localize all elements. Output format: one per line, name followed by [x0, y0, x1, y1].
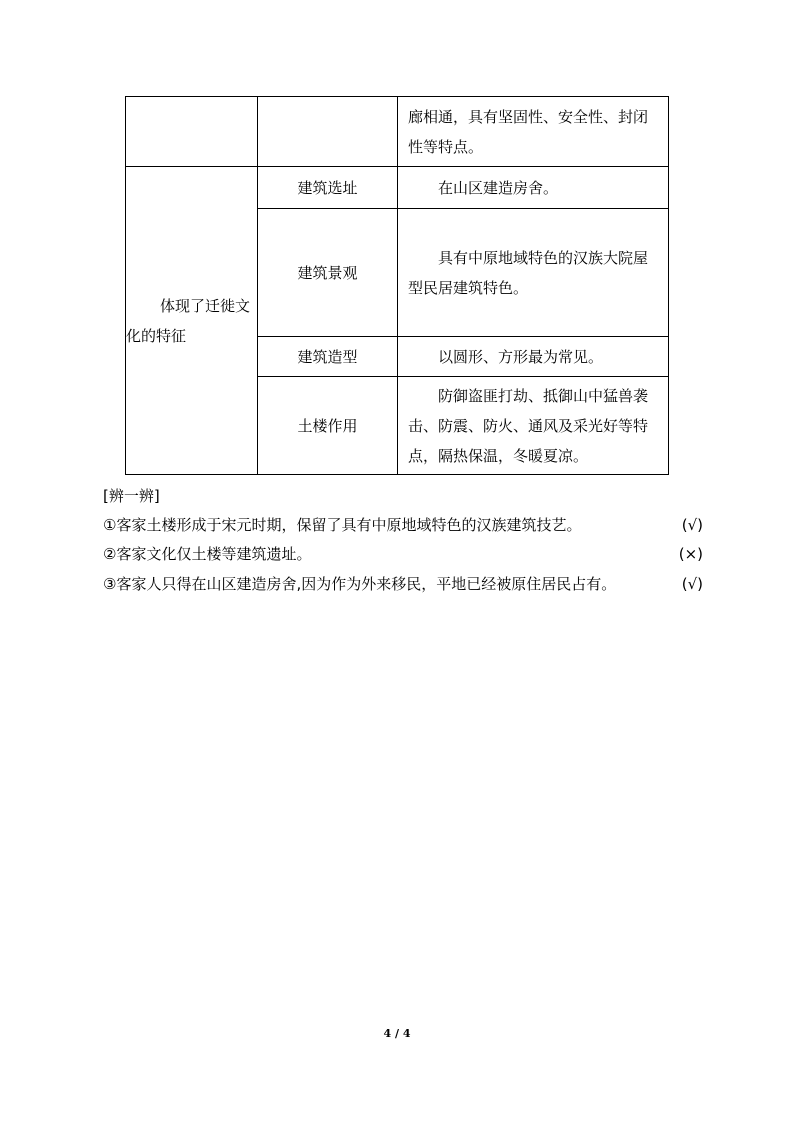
judge-answer: (×)	[678, 545, 703, 563]
page-number: 4 / 4	[383, 1027, 411, 1040]
table-cell-desc	[398, 97, 669, 167]
row-label: 建筑景观	[258, 209, 398, 337]
row-label: 建筑造型	[258, 337, 398, 377]
judge-answer: (√)	[681, 575, 703, 593]
table-cell-desc	[398, 337, 669, 377]
cell-text: 以圆形、方形最为常见。	[438, 347, 604, 366]
table-cell	[258, 97, 398, 167]
judge-answer: (√)	[681, 516, 703, 534]
cell-text: 具有中原地域特色的汉族大院屋型民居建筑特色。	[408, 248, 649, 297]
row-label: 土楼作用	[258, 377, 398, 475]
cell-text: 廊相通，具有坚固性、安全性、封闭性等特点。	[408, 107, 649, 156]
judge-heading: [辨一辨]	[103, 487, 160, 505]
feature-table	[125, 96, 669, 475]
category-cell	[126, 167, 258, 475]
table-cell-desc	[398, 209, 669, 337]
category-text: 体现了迁徙文化的特征	[126, 296, 251, 345]
cell-text: 在山区建造房舍。	[438, 178, 559, 197]
table-row	[126, 97, 669, 167]
row-label: 建筑选址	[258, 167, 398, 209]
table-cell-desc	[398, 167, 669, 209]
table-cell	[126, 97, 258, 167]
table-row	[126, 167, 669, 209]
cell-text: 防御盗匪打劫、抵御山中猛兽袭击、防震、防火、通风及采光好等特点，隔热保温，冬暖夏凉。	[408, 386, 649, 465]
judge-question: ③客家人只得在山区建造房舍,因为作为外来移民，平地已经被原住居民占有。	[103, 575, 617, 593]
judge-question: ②客家文化仅土楼等建筑遗址。	[103, 545, 312, 563]
judge-question: ①客家土楼形成于宋元时期，保留了具有中原地域特色的汉族建筑技艺。	[103, 516, 582, 534]
table-cell-desc	[398, 377, 669, 475]
